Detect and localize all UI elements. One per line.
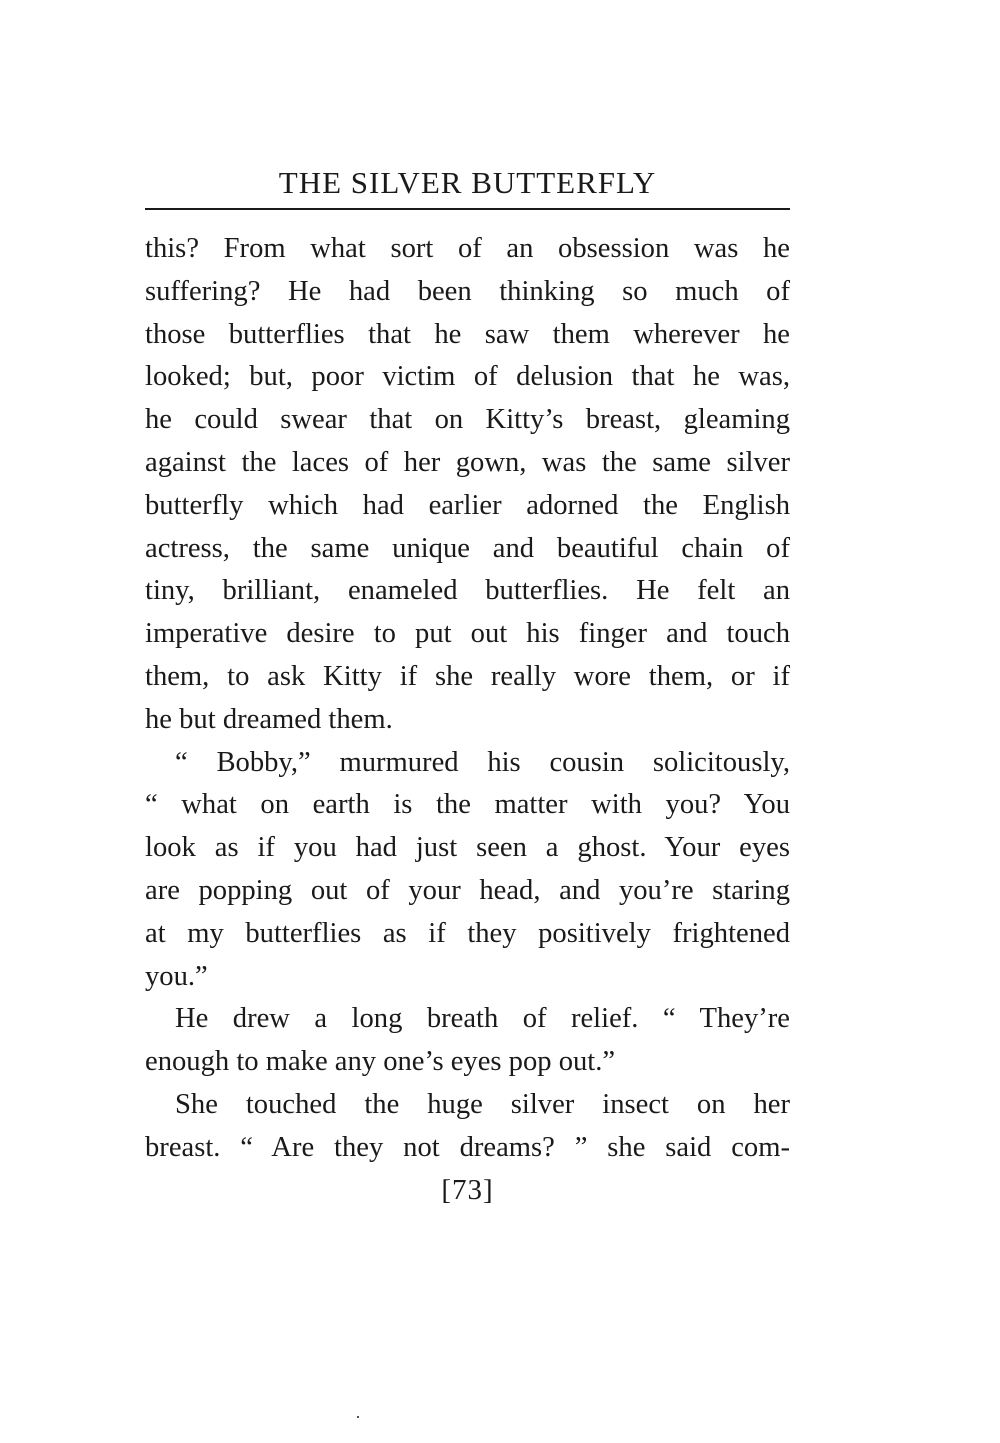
- text-line: at my butterflies as if they positively frightened: [145, 917, 790, 949]
- text-line: imperative desire to put out his finger and touch: [145, 618, 790, 650]
- header-rule: [145, 208, 790, 210]
- text-line: suffering? He had been thinking so much of: [145, 275, 790, 307]
- body-text: [145, 228, 790, 1170]
- text-line: this? From what sort of an obsession was he: [145, 233, 790, 264]
- text-line: actress, the same unique and beautiful chain of: [145, 532, 790, 564]
- text-line: breast. “ Are they not dreams? ” she said com-: [145, 1131, 790, 1163]
- text-line: She touched the huge silver insect on her: [175, 1088, 790, 1120]
- text-line: butterfly which had earlier adorned the English: [145, 489, 790, 521]
- text-line: those butterflies that he saw them wherever he: [145, 318, 790, 350]
- page-number: [73]: [441, 1174, 494, 1206]
- text-line: tiny, brilliant, enameled butterflies. He felt an: [145, 575, 790, 607]
- text-line: against the laces of her gown, was the same silver: [145, 446, 790, 478]
- text-line: them, to ask Kitty if she really wore them, or if: [145, 660, 790, 692]
- text-line: are popping out of your head, and you’re staring: [145, 874, 790, 906]
- text-line: “ Bobby,” murmured his cousin solicitously,: [175, 746, 790, 778]
- text-line: he could swear that on Kitty’s breast, gleaming: [145, 404, 790, 436]
- text-line: looked; but, poor victim of delusion that he was,: [145, 361, 790, 393]
- text-line: he but dreamed them.: [145, 703, 393, 735]
- text-line: enough to make any one’s eyes pop out.”: [145, 1046, 616, 1078]
- running-head: THE SILVER BUTTERFLY: [278, 165, 657, 200]
- text-line: “ what on earth is the matter with you? You: [145, 789, 790, 821]
- text-line: He drew a long breath of relief. “ They’re: [175, 1003, 790, 1035]
- text-line: look as if you had just seen a ghost. Your eyes: [145, 832, 790, 864]
- text-line: you.”: [145, 960, 208, 992]
- ink-speck: [357, 1416, 359, 1418]
